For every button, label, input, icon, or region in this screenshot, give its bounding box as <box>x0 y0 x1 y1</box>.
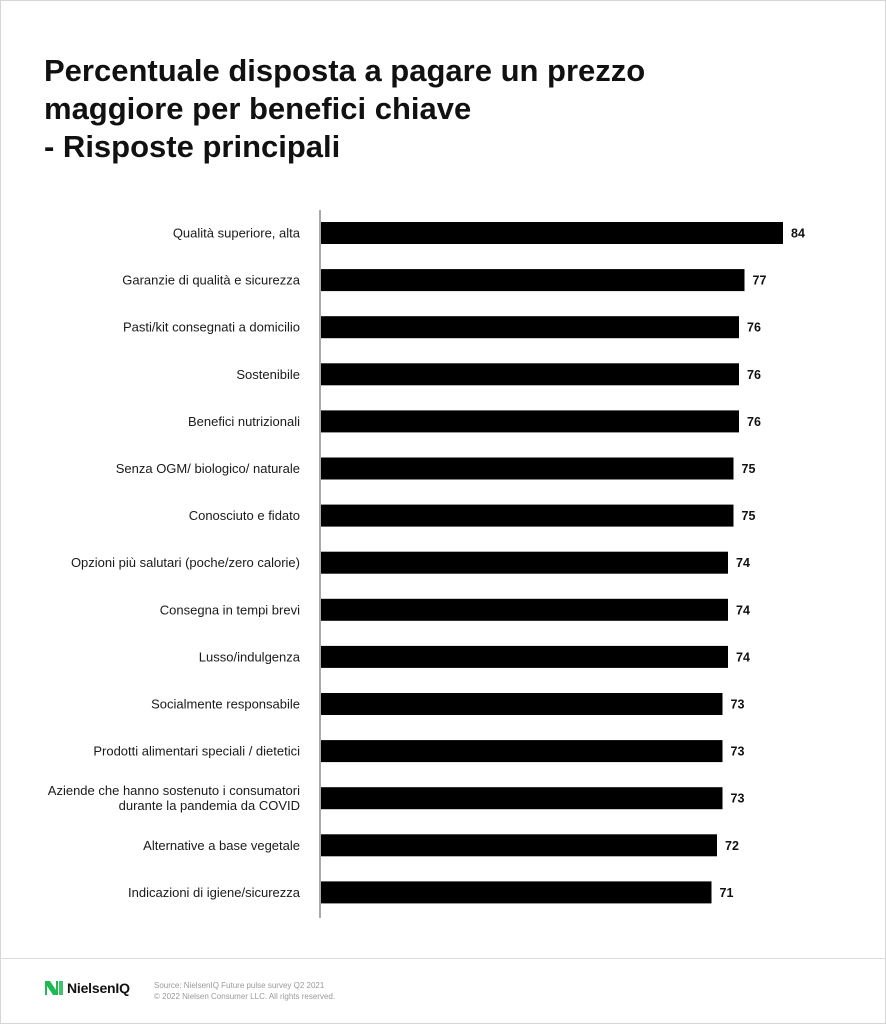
bar <box>321 316 739 338</box>
bar-chart <box>0 200 886 930</box>
source-line: Source: NielsenIQ Future pulse survey Q2 2021 <box>154 981 325 990</box>
bar <box>321 599 728 621</box>
nielseniq-mark-icon <box>44 978 64 998</box>
value-label: 75 <box>741 462 756 476</box>
footer-divider <box>0 958 886 959</box>
value-label: 76 <box>747 367 761 382</box>
bar <box>321 740 723 762</box>
category-label: Socialmente responsabile <box>151 696 300 712</box>
category-label: Benefici nutrizionali <box>187 413 300 429</box>
value-label: 74 <box>736 650 750 665</box>
bar <box>321 693 723 715</box>
value-label: 74 <box>736 556 750 571</box>
category-label: Indicazioni di igiene/sicurezza <box>128 884 300 900</box>
value-label: 76 <box>747 414 761 429</box>
bar <box>321 363 739 385</box>
bar <box>321 787 723 809</box>
category-label: Senza OGM/ biologico/ naturale <box>115 461 300 476</box>
value-label: 75 <box>741 509 756 524</box>
chart-title-line: maggiore per benefici chiave <box>44 91 472 126</box>
value-label: 76 <box>747 320 761 335</box>
value-label: 72 <box>725 838 739 853</box>
bar <box>321 269 745 291</box>
value-label: 73 <box>730 791 745 806</box>
value-label: 73 <box>730 744 745 759</box>
category-label: Sostenibile <box>236 366 300 382</box>
bar <box>321 646 728 668</box>
category-label: Conosciuto e fidato <box>188 508 300 524</box>
chart-title-line: - Risposte principali <box>44 129 341 164</box>
category-label: durante la pandemia da COVID <box>118 798 300 814</box>
bar <box>321 222 783 244</box>
bar <box>321 834 717 856</box>
category-label: Opzioni più salutari (poche/zero calorie) <box>70 555 300 571</box>
copyright-line: © 2022 Nielsen Consumer LLC. All rights reserved. <box>154 992 336 1001</box>
category-label: Garanzie di qualità e sicurezza <box>122 272 300 288</box>
chart-title-line: Percentuale disposta a pagare un prezzo <box>44 53 646 88</box>
bar <box>321 552 728 574</box>
nielseniq-logo <box>44 978 130 998</box>
value-label: 71 <box>719 885 734 900</box>
category-label: Lusso/indulgenza <box>198 649 300 665</box>
category-label: Consegna in tempi brevi <box>159 602 300 618</box>
category-label: Pasti/kit consegnati a domicilio <box>122 319 300 335</box>
bar <box>321 458 734 480</box>
value-label: 73 <box>730 697 745 712</box>
value-label: 74 <box>736 603 750 618</box>
bar <box>321 505 734 527</box>
category-label: Alternative a base vegetale <box>143 837 300 853</box>
value-label: 77 <box>752 273 767 288</box>
category-label: Qualità superiore, alta <box>172 225 300 241</box>
bar <box>321 881 712 903</box>
category-label: Prodotti alimentari speciali / dietetici <box>93 743 300 759</box>
value-label: 84 <box>791 226 805 241</box>
chart-title <box>44 52 804 166</box>
category-label: Aziende che hanno sostenuto i consumatori <box>47 783 300 799</box>
bar <box>321 410 739 432</box>
source-note <box>154 980 335 1002</box>
brand-name: NielsenIQ <box>67 980 130 996</box>
